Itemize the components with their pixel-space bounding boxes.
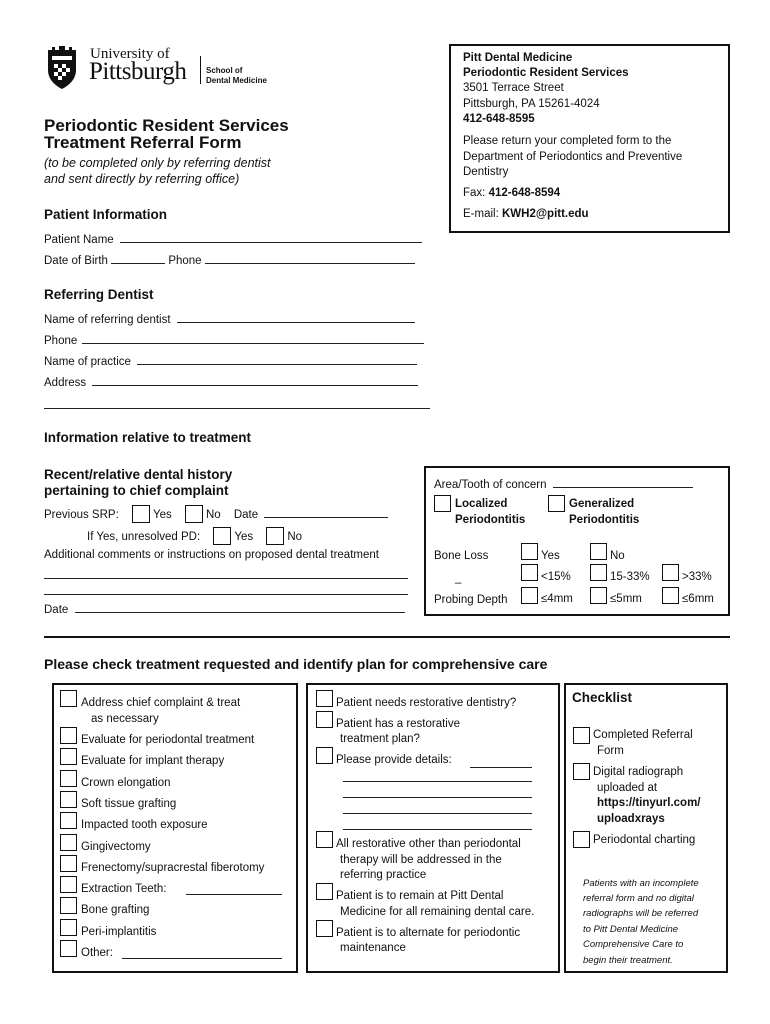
- form-subtitle-line1: (to be completed only by referring dentist: [44, 156, 271, 170]
- lt15-label: <15%: [541, 571, 571, 583]
- le6-checkbox[interactable]: [662, 587, 679, 604]
- srp-yes-checkbox[interactable]: [132, 505, 150, 523]
- localized-label-line2: Periodontitis: [455, 514, 526, 526]
- dob-label: Date of Birth: [44, 255, 108, 267]
- treatment-option-checkbox[interactable]: [60, 919, 77, 936]
- upload-url-line2[interactable]: uploadxrays: [597, 813, 665, 825]
- contact-org: Pitt Dental Medicine: [463, 52, 573, 64]
- r1533-checkbox[interactable]: [590, 564, 607, 581]
- pd-yes-checkbox[interactable]: [213, 527, 231, 545]
- details-field-line3[interactable]: [343, 797, 532, 798]
- treatment-option-checkbox[interactable]: [60, 791, 77, 808]
- university-logo: [44, 44, 274, 94]
- contact-return-line2: Department of Periodontics and Preventive: [463, 151, 683, 163]
- contact-return-line3: Dentistry: [463, 166, 509, 178]
- patient-phone-field[interactable]: [205, 252, 415, 264]
- generalized-label-line1: Generalized: [569, 498, 635, 510]
- tooth-label: Area/Tooth of concern: [434, 479, 547, 491]
- alternate-maintenance-line2: maintenance: [340, 942, 406, 954]
- logo-dental-medicine: Dental Medicine: [206, 76, 267, 85]
- gt33-checkbox[interactable]: [662, 564, 679, 581]
- completed-referral-checkbox[interactable]: [573, 727, 590, 744]
- treatment-option-label: Address chief complaint & treat: [81, 697, 241, 709]
- localized-label-line1: Localized: [455, 498, 508, 510]
- completed-referral-line2: Form: [597, 745, 624, 757]
- restorative-needed-checkbox[interactable]: [316, 690, 333, 707]
- digital-radiograph-line1: Digital radiograph: [593, 766, 684, 778]
- patient-info-heading: Patient Information: [44, 207, 168, 222]
- treatment-option-checkbox[interactable]: [60, 855, 77, 872]
- referring-practice-checkbox[interactable]: [316, 831, 333, 848]
- dentist-phone-field[interactable]: [82, 332, 424, 344]
- srp-no-checkbox[interactable]: [185, 505, 203, 523]
- periodontal-charting-checkbox[interactable]: [573, 831, 590, 848]
- referring-practice-line3: referring practice: [340, 869, 427, 881]
- lt15-checkbox[interactable]: [521, 564, 538, 581]
- checklist-heading: Checklist: [572, 690, 633, 705]
- restorative-needed-label: Patient needs restorative dentistry?: [336, 697, 517, 709]
- practice-row: [44, 353, 417, 369]
- checklist-note-3: radiographs will be referred: [583, 908, 699, 919]
- dentist-name-label: Name of referring dentist: [44, 314, 171, 326]
- practice-label: Name of practice: [44, 356, 131, 368]
- practice-field[interactable]: [137, 353, 417, 365]
- patient-name-label: Patient Name: [44, 234, 114, 246]
- treatment-option-checkbox[interactable]: [60, 897, 77, 914]
- bone-loss-no-checkbox[interactable]: [590, 543, 607, 560]
- fax-label: Fax:: [463, 187, 486, 199]
- srp-date-field[interactable]: [264, 506, 388, 518]
- treatment-option-checkbox[interactable]: [60, 770, 77, 787]
- extraction-teeth-field[interactable]: [186, 883, 282, 895]
- contact-city: Pittsburgh, PA 15261-4024: [463, 98, 600, 110]
- gt33-label: >33%: [682, 571, 712, 583]
- provide-details-label: Please provide details:: [336, 754, 452, 766]
- checklist-note-1: Patients with an incomplete: [583, 878, 699, 889]
- treatment-option-label: Peri-implantitis: [81, 926, 157, 938]
- history-heading-line1: Recent/relative dental history: [44, 467, 233, 482]
- dentist-name-field[interactable]: [177, 311, 415, 323]
- treatment-option-label: Soft tissue grafting: [81, 798, 177, 810]
- treatment-option-label: Impacted tooth exposure: [81, 819, 208, 831]
- patient-name-field[interactable]: [120, 231, 422, 243]
- other-field[interactable]: [122, 947, 282, 959]
- treatment-info-heading: Information relative to treatment: [44, 430, 252, 445]
- plan-heading: Please check treatment requested and identify plan for comprehensive care: [44, 656, 548, 672]
- logo-university-of: University of: [90, 46, 170, 62]
- remain-at-pitt-line2: Medicine for all remaining dental care.: [340, 906, 535, 918]
- previous-srp-row: [44, 505, 388, 523]
- dentist-phone-label: Phone: [44, 335, 78, 347]
- dentist-phone-row: [44, 332, 424, 348]
- details-field-line1[interactable]: [470, 756, 532, 768]
- bone-loss-dash: _: [455, 572, 462, 584]
- treatment-option-checkbox[interactable]: [60, 727, 77, 744]
- patient-name-row: [44, 231, 422, 247]
- provide-details-checkbox[interactable]: [316, 747, 333, 764]
- details-field-line4[interactable]: [343, 813, 532, 814]
- generalized-label-line2: Periodontitis: [569, 514, 640, 526]
- srp-date-label: Date: [233, 509, 259, 521]
- history-date-label: Date: [44, 604, 69, 616]
- checklist-note-5: Comprehensive Care to: [583, 939, 684, 950]
- unresolved-pd-row: [87, 527, 302, 545]
- bone-loss-label: Bone Loss: [434, 550, 489, 562]
- address-label: Address: [44, 377, 87, 389]
- le4-checkbox[interactable]: [521, 587, 538, 604]
- comments-field-line1[interactable]: [44, 578, 408, 579]
- r1533-label: 15-33%: [610, 571, 650, 583]
- restorative-plan-label-line2: treatment plan?: [340, 733, 420, 745]
- generalized-checkbox[interactable]: [548, 495, 565, 512]
- referring-dentist-heading: Referring Dentist: [44, 287, 154, 302]
- bone-loss-yes-checkbox[interactable]: [521, 543, 538, 560]
- dob-field[interactable]: [111, 252, 165, 264]
- le5-checkbox[interactable]: [590, 587, 607, 604]
- dob-phone-row: [44, 252, 415, 268]
- treatment-option-checkbox[interactable]: [60, 876, 77, 893]
- bone-loss-no-label: No: [610, 550, 625, 562]
- completed-referral-line1: Completed Referral: [593, 729, 693, 741]
- periodontal-charting-label: Periodontal charting: [593, 834, 696, 846]
- treatment-option-label: Frenectomy/supracrestal fiberotomy: [81, 862, 265, 874]
- treatment-option-label: Other:: [81, 947, 113, 959]
- form-subtitle-line2: and sent directly by referring office): [44, 172, 240, 186]
- referring-practice-line2: therapy will be addressed in the: [340, 854, 502, 866]
- contact-street: 3501 Terrace Street: [463, 82, 564, 94]
- history-heading-line2: pertaining to chief complaint: [44, 483, 229, 498]
- treatment-option-checkbox[interactable]: [60, 940, 77, 957]
- contact-phone: 412-648-8595: [463, 113, 535, 125]
- probing-label: Probing Depth: [434, 594, 508, 606]
- srp-label: Previous SRP:: [44, 509, 119, 521]
- pd-label: If Yes, unresolved PD:: [87, 531, 201, 543]
- pitt-shield-icon: [44, 44, 80, 90]
- address-field[interactable]: [92, 374, 418, 386]
- address-field-line2[interactable]: [44, 408, 430, 409]
- email-address: KWH2@pitt.edu: [501, 208, 589, 220]
- patient-phone-label: Phone: [168, 255, 202, 267]
- contact-fax: [463, 186, 560, 200]
- treatment-option-checkbox[interactable]: [60, 690, 77, 707]
- comments-label: Additional comments or instructions on proposed dental treatment: [44, 549, 379, 561]
- form-title-line1: Periodontic Resident Services: [44, 116, 289, 135]
- section-divider: [44, 636, 730, 638]
- remain-at-pitt-checkbox[interactable]: [316, 883, 333, 900]
- contact-dept: Periodontic Resident Services: [463, 67, 629, 79]
- pd-yes-label: Yes: [234, 531, 254, 543]
- logo-divider: [200, 56, 201, 84]
- tooth-field[interactable]: [553, 476, 693, 488]
- history-date-row: [44, 601, 405, 617]
- srp-no-label: No: [205, 509, 221, 521]
- pd-no-checkbox[interactable]: [266, 527, 284, 545]
- comments-field-line2[interactable]: [44, 594, 408, 595]
- treatment-option-checkbox[interactable]: [60, 812, 77, 829]
- address-complaint-cont: as necessary: [91, 713, 159, 725]
- checklist-note-2: referral form and no digital: [583, 893, 694, 904]
- bone-loss-yes-label: Yes: [541, 550, 560, 562]
- restorative-plan-checkbox[interactable]: [316, 711, 333, 728]
- form-title-line2: Treatment Referral Form: [44, 133, 242, 152]
- details-field-line5[interactable]: [343, 829, 532, 830]
- alternate-maintenance-line1: Patient is to alternate for periodontic: [336, 927, 521, 939]
- treatment-option-checkbox[interactable]: [60, 748, 77, 765]
- alternate-maintenance-checkbox[interactable]: [316, 920, 333, 937]
- upload-url-line1[interactable]: https://tinyurl.com/: [597, 797, 701, 809]
- treatment-option-label: Extraction Teeth:: [81, 883, 167, 895]
- digital-radiograph-checkbox[interactable]: [573, 763, 590, 780]
- pd-no-label: No: [287, 531, 303, 543]
- referring-practice-line1: All restorative other than periodontal: [336, 838, 521, 850]
- tooth-row: [434, 476, 693, 492]
- logo-pittsburgh: Pittsburgh: [89, 58, 187, 85]
- digital-radiograph-line2: uploaded at: [597, 782, 658, 794]
- treatment-option-label: Evaluate for periodontal treatment: [81, 734, 255, 746]
- restorative-plan-label-line1: Patient has a restorative: [336, 718, 461, 730]
- checklist-note-6: begin their treatment.: [583, 955, 673, 966]
- dentist-name-row: [44, 311, 415, 327]
- srp-yes-label: Yes: [152, 509, 172, 521]
- treatment-option-label: Crown elongation: [81, 777, 171, 789]
- localized-checkbox[interactable]: [434, 495, 451, 512]
- contact-email: [463, 207, 589, 221]
- treatment-option-label: Gingivectomy: [81, 841, 151, 853]
- remain-at-pitt-line1: Patient is to remain at Pitt Dental: [336, 890, 504, 902]
- le6-label: ≤6mm: [682, 593, 714, 605]
- le4-label: ≤4mm: [541, 593, 573, 605]
- email-label: E-mail:: [463, 208, 499, 220]
- address-row: [44, 374, 418, 390]
- checklist-note-4: to Pitt Dental Medicine: [583, 924, 679, 935]
- treatment-option-label: Bone grafting: [81, 904, 150, 916]
- history-date-field[interactable]: [75, 601, 405, 613]
- le5-label: ≤5mm: [610, 593, 642, 605]
- details-field-line2[interactable]: [343, 781, 532, 782]
- contact-return-line1: Please return your completed form to the: [463, 135, 672, 147]
- logo-school-of: School of: [206, 66, 243, 75]
- treatment-option-label: Evaluate for implant therapy: [81, 755, 225, 767]
- fax-number: 412-648-8594: [488, 187, 561, 199]
- treatment-option-checkbox[interactable]: [60, 834, 77, 851]
